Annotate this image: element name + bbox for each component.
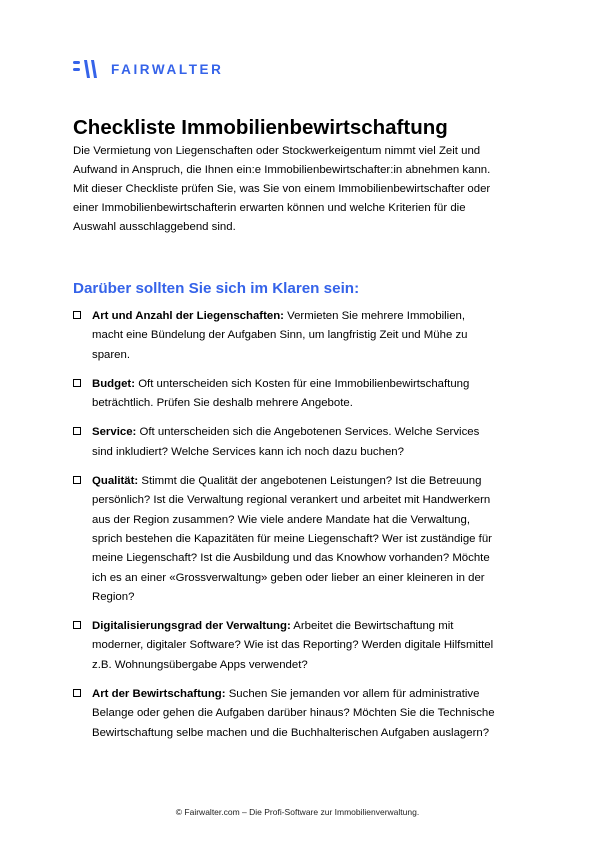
checkbox-icon xyxy=(73,311,81,319)
section-heading: Darüber sollten Sie sich im Klaren sein: xyxy=(73,280,360,297)
checklist-item xyxy=(73,472,533,607)
page-footer: © Fairwalter.com – Die Profi-Software zur Immobilienverwaltung. xyxy=(175,807,420,817)
checkbox-icon xyxy=(73,689,81,697)
checklist-item-label: Art und Anzahl der Liegenschaften: xyxy=(92,310,284,322)
checkbox-icon xyxy=(73,476,81,484)
checklist-item-label: Budget: xyxy=(92,377,136,390)
checkbox-icon xyxy=(73,427,81,435)
checklist-item-text: Oft unterscheiden sich die Angebotenen Services. Welche Services sind inkludiert? Welche Services kann ich noch dazu buchen? xyxy=(92,426,480,458)
checklist-item-text: Vermieten Sie mehrere Immobilien, macht eine Bündelung der Aufgaben Sinn, um langfristig Zeit und Mühe zu sparen. xyxy=(92,310,468,361)
checklist-item-text: Oft unterscheiden sich Kosten für eine Immobilienbewirtschaftung beträchtlich. Prüfen Sie deshalb mehrere Angebote. xyxy=(92,377,470,410)
checklist-item xyxy=(73,685,533,743)
checklist-item-text: Suchen Sie jemanden vor allem für administrative Belange oder gehen die Aufgaben darüber hinaus? Möchten Sie die Technische Bewirtschaftung selbe machen und die Buchhalterischen Aufgaben auslagern? xyxy=(92,688,495,739)
checklist-item-label: Art der Bewirtschaftung: xyxy=(92,688,226,701)
checklist-item xyxy=(73,617,533,675)
checklist-item-label: Qualität: xyxy=(92,475,139,488)
checklist-item xyxy=(73,423,533,462)
page-title: Checkliste Immobilienbewirtschaftung xyxy=(73,116,448,139)
checklist-item-text: Arbeitet die Bewirtschaftung mit moderner, digitaler Software? Wie ist das Reporting? Werden digitale Hilfsmittel z.B. Wohnungsübergabe Apps verwendet? xyxy=(92,620,494,671)
intro-paragraph: Die Vermietung von Liegenschaften oder Stockwerkeigentum nimmt viel Zeit und Aufwand in Anspruch, die Ihnen ein:e Immobilienbewirtschafter:in abnehmen kann. Mit dieser Checkliste prüfen Sie, was Sie von einem Immobilienbewirtschafter oder einer Immobilienbewirtschafterin erwarten können und welche Kriterien für die Auswahl ausschlaggebend sind. xyxy=(73,145,491,233)
checklist-item xyxy=(73,375,533,414)
checklist-item-label: Digitalisierungsgrad der Verwaltung: xyxy=(92,620,291,633)
checklist xyxy=(73,307,533,753)
fairwalter-logo-icon xyxy=(73,58,103,80)
brand-logo xyxy=(73,58,224,80)
checklist-item xyxy=(73,307,533,365)
brand-name: FAIRWALTER xyxy=(111,61,224,77)
checklist-item-text: Stimmt die Qualität der angebotenen Leistungen? Ist die Betreuung persönlich? Ist die Verwaltung regional verankert und arbeitet mit Handwerkern aus der Region zusammen? Wie viele andere Mandate hat die Verwaltung, sprich bestehen die Kapazitäten für meine Liegenschaft? Wer ist zuständige für meine Liegenschaft? Ist die Ausbildung und das Knowhow vorhanden? Möchte ich es an einer «Grossverwaltung» geben oder lieber an einer kleineren in der Region? xyxy=(92,475,492,603)
checkbox-icon xyxy=(73,379,81,387)
checkbox-icon xyxy=(73,621,81,629)
checklist-item-label: Service: xyxy=(92,426,137,439)
